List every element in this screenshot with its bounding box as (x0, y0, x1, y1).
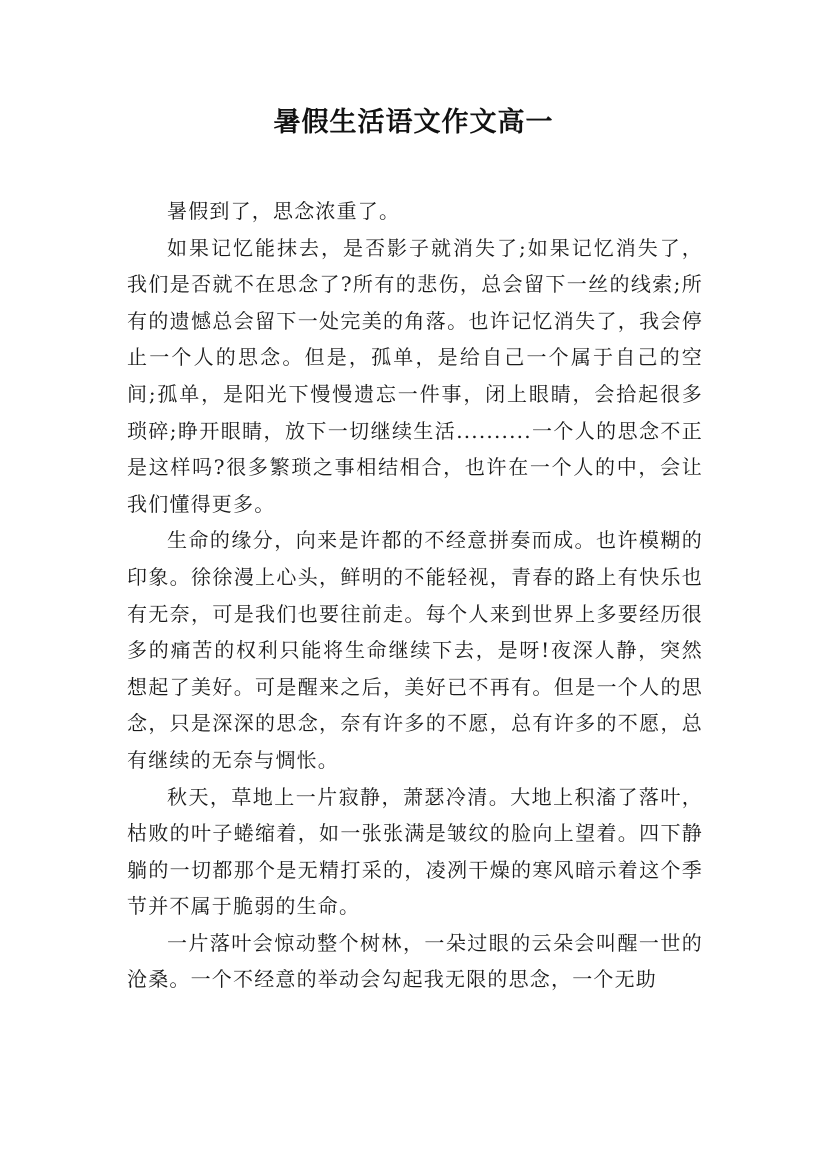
document-body (127, 193, 703, 998)
paragraph: 秋天，草地上一片寂静，萧瑟冷清。大地上积滀了落叶，枯败的叶子蜷缩着，如一张张满是皱纹的脸向上望着。四下静躺的一切都那个是无精打采的，凌冽干燥的寒风暗示着这个季节并不属于脆弱的生命。 (127, 784, 703, 919)
paragraph: 一片落叶会惊动整个树林，一朵过眼的云朵会叫醒一世的沧桑。一个不经意的举动会勾起我无限的思念，一个无助 (127, 930, 703, 992)
paragraph: 生命的缘分，向来是许都的不经意拼奏而成。也许模糊的印象。徐徐漫上心头，鲜明的不能轻视，青春的路上有快乐也有无奈，可是我们也要往前走。每个人来到世界上多要经历很多的痛苦的权利只能将生命继续下去，是呀!夜深人静，突然想起了美好。可是醒来之后，美好已不再有。但是一个人的思念，只是深深的思念，奈有许多的不愿，总有许多的不愿，总有继续的无奈与惆怅。 (127, 528, 703, 772)
paragraph: 如果记忆能抹去，是否影子就消失了;如果记忆消失了，我们是否就不在思念了?所有的悲伤，总会留下一丝的线索;所有的遗憾总会留下一处完美的角落。也许记忆消失了，我会停止一个人的思念。但是，孤单，是给自己一个属于自己的空间;孤单，是阳光下慢慢遗忘一件事，闭上眼睛，会拾起很多琐碎;睁开眼睛，放下一切继续生活..........一个人的思念不正是这样吗?很多繁琐之事相结相合，也许在一个人的中，会让我们懂得更多。 (127, 235, 703, 516)
document-title: 暑假生活语文作文高一 (273, 107, 554, 138)
paragraph: 暑假到了，思念浓重了。 (167, 199, 401, 223)
